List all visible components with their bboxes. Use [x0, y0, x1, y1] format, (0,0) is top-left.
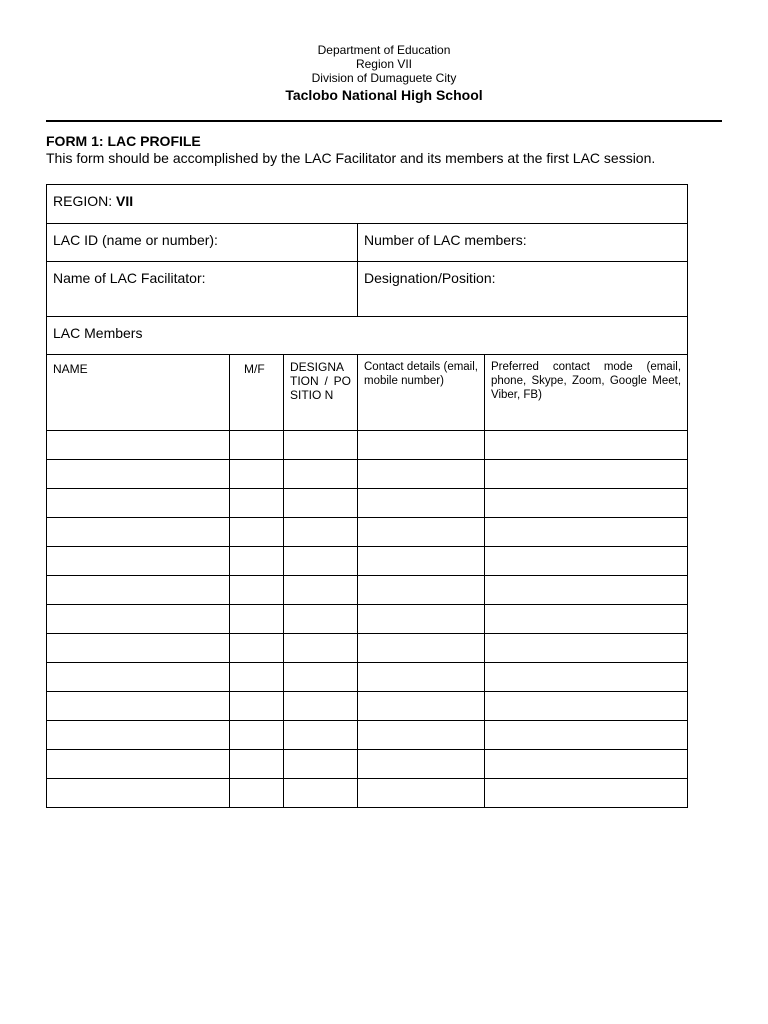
preferred-mode-cell[interactable]	[485, 547, 688, 576]
designation-cell[interactable]	[284, 489, 358, 518]
column-header-designation: DESIGNA TION / POSITIO N	[284, 355, 358, 431]
name-cell[interactable]	[47, 750, 230, 779]
designation-cell[interactable]	[284, 431, 358, 460]
designation-cell[interactable]	[284, 605, 358, 634]
designation-cell[interactable]	[284, 576, 358, 605]
members-section-label: LAC Members	[47, 317, 688, 355]
designation-cell[interactable]	[284, 721, 358, 750]
table-row	[47, 634, 688, 663]
mf-cell[interactable]	[230, 431, 284, 460]
department-name: Department of Education	[317, 43, 451, 57]
region-cell[interactable]	[47, 185, 688, 224]
table-row	[47, 547, 688, 576]
preferred-mode-cell[interactable]	[485, 634, 688, 663]
table-row	[47, 663, 688, 692]
num-members-label: Number of LAC members:	[364, 232, 527, 248]
name-cell[interactable]	[47, 547, 230, 576]
designation-field[interactable]	[358, 262, 688, 317]
designation-cell[interactable]	[284, 460, 358, 489]
preferred-mode-cell[interactable]	[485, 605, 688, 634]
preferred-mode-cell[interactable]	[485, 692, 688, 721]
contact-cell[interactable]	[358, 779, 485, 808]
column-header-mf: M/F	[230, 355, 284, 431]
table-row	[47, 692, 688, 721]
contact-cell[interactable]	[358, 489, 485, 518]
region-value: VII	[116, 193, 134, 209]
members-header-row	[47, 355, 688, 431]
mf-cell[interactable]	[230, 460, 284, 489]
form-title: FORM 1: LAC PROFILE	[46, 133, 201, 149]
mf-cell[interactable]	[230, 634, 284, 663]
designation-cell[interactable]	[284, 779, 358, 808]
lac-profile-table	[46, 184, 688, 808]
mf-cell[interactable]	[230, 576, 284, 605]
region-name: Region VII	[355, 57, 413, 71]
table-row	[47, 431, 688, 460]
table-row	[47, 605, 688, 634]
preferred-mode-cell[interactable]	[485, 576, 688, 605]
mf-cell[interactable]	[230, 547, 284, 576]
preferred-mode-cell[interactable]	[485, 721, 688, 750]
document-header	[0, 43, 768, 104]
contact-cell[interactable]	[358, 634, 485, 663]
preferred-mode-cell[interactable]	[485, 663, 688, 692]
table-row	[47, 779, 688, 808]
column-header-preferred-mode: Preferred contact mode (email, phone, Skype, Zoom, Google Meet, Viber, FB)	[485, 355, 688, 431]
designation-label: Designation/Position:	[364, 270, 496, 286]
mf-cell[interactable]	[230, 750, 284, 779]
mf-cell[interactable]	[230, 518, 284, 547]
contact-cell[interactable]	[358, 518, 485, 547]
designation-cell[interactable]	[284, 692, 358, 721]
region-label: REGION:	[53, 193, 117, 209]
lac-id-field[interactable]	[47, 224, 358, 262]
school-name: Taclobo National High School	[285, 87, 483, 103]
header-divider	[46, 120, 722, 122]
preferred-mode-cell[interactable]	[485, 431, 688, 460]
designation-cell[interactable]	[284, 750, 358, 779]
name-cell[interactable]	[47, 460, 230, 489]
preferred-mode-cell[interactable]	[485, 489, 688, 518]
form-instruction: This form should be accomplished by the LAC Facilitator and its members at the first LAC session.	[46, 150, 656, 166]
table-row	[47, 518, 688, 547]
name-cell[interactable]	[47, 431, 230, 460]
lac-id-label: LAC ID (name or number):	[53, 232, 218, 248]
contact-cell[interactable]	[358, 692, 485, 721]
mf-cell[interactable]	[230, 489, 284, 518]
designation-cell[interactable]	[284, 547, 358, 576]
contact-cell[interactable]	[358, 460, 485, 489]
name-cell[interactable]	[47, 518, 230, 547]
num-members-field[interactable]	[358, 224, 688, 262]
contact-cell[interactable]	[358, 663, 485, 692]
table-row	[47, 460, 688, 489]
designation-cell[interactable]	[284, 634, 358, 663]
table-row	[47, 750, 688, 779]
name-cell[interactable]	[47, 779, 230, 808]
name-cell[interactable]	[47, 663, 230, 692]
name-cell[interactable]	[47, 721, 230, 750]
preferred-mode-cell[interactable]	[485, 779, 688, 808]
column-header-name: NAME	[47, 355, 230, 431]
name-cell[interactable]	[47, 634, 230, 663]
facilitator-field[interactable]	[47, 262, 358, 317]
contact-cell[interactable]	[358, 721, 485, 750]
contact-cell[interactable]	[358, 605, 485, 634]
mf-cell[interactable]	[230, 779, 284, 808]
preferred-mode-cell[interactable]	[485, 518, 688, 547]
preferred-mode-cell[interactable]	[485, 460, 688, 489]
member-rows	[47, 431, 688, 808]
mf-cell[interactable]	[230, 663, 284, 692]
division-name: Division of Dumaguete City	[311, 71, 457, 85]
table-row	[47, 721, 688, 750]
facilitator-label: Name of LAC Facilitator:	[53, 270, 206, 286]
mf-cell[interactable]	[230, 605, 284, 634]
name-cell[interactable]	[47, 605, 230, 634]
mf-cell[interactable]	[230, 721, 284, 750]
preferred-mode-cell[interactable]	[485, 750, 688, 779]
mf-cell[interactable]	[230, 692, 284, 721]
table-row	[47, 576, 688, 605]
contact-cell[interactable]	[358, 576, 485, 605]
contact-cell[interactable]	[358, 431, 485, 460]
contact-cell[interactable]	[358, 750, 485, 779]
designation-cell[interactable]	[284, 663, 358, 692]
designation-cell[interactable]	[284, 518, 358, 547]
name-cell[interactable]	[47, 692, 230, 721]
name-cell[interactable]	[47, 489, 230, 518]
table-row	[47, 489, 688, 518]
name-cell[interactable]	[47, 576, 230, 605]
contact-cell[interactable]	[358, 547, 485, 576]
column-header-contact: Contact details (email, mobile number)	[358, 355, 485, 431]
